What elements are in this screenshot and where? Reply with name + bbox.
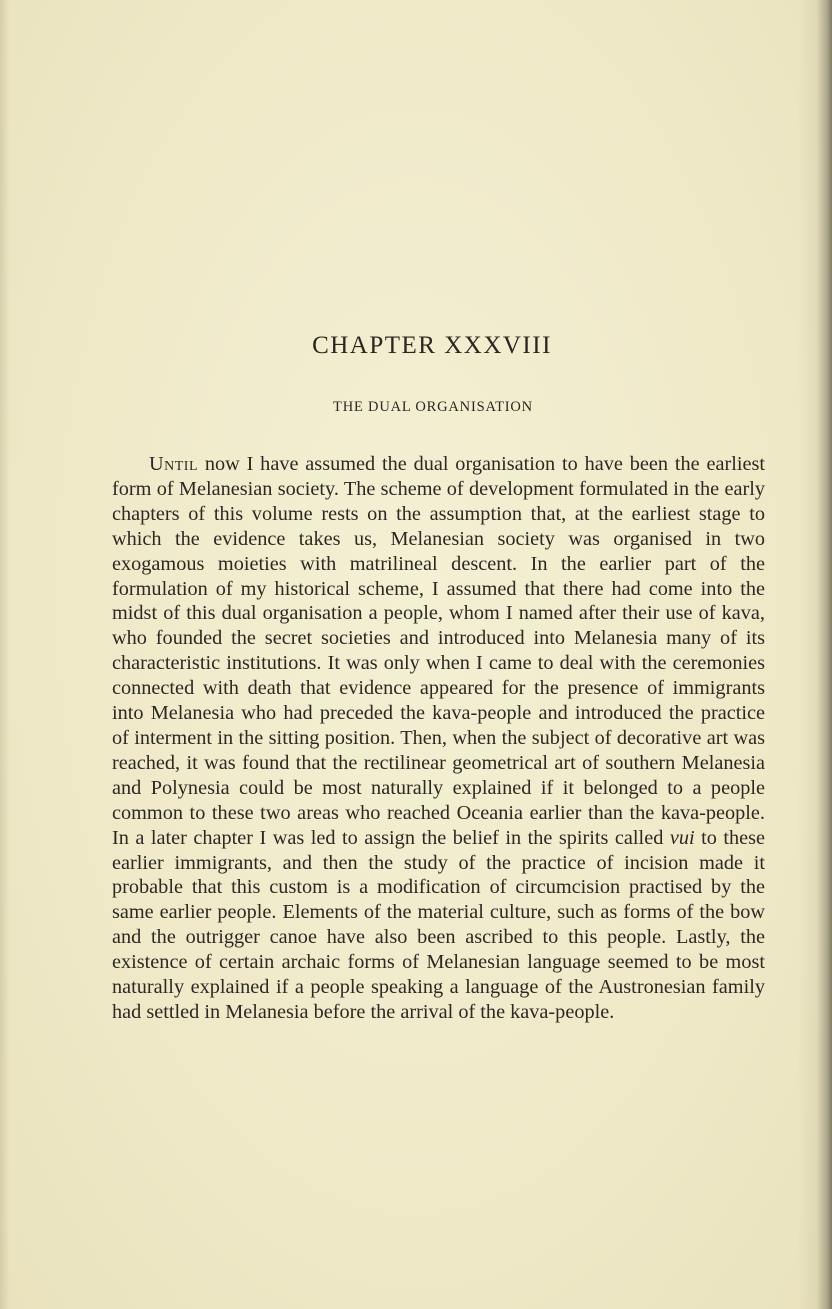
paragraph-text-part-1: now I have assumed the dual organisation to have been the earliest form of Melanesian society. The scheme of development formulated in the early chapters of this volume rests on the assumption that, at the earliest stage to which the evidence takes us, Melanesian society was organised in two exogamous moieties with matrilineal descent. In the earlier part of the formulation of my historical scheme, I assumed that there had come into the midst of this dual organisation a people, whom I named after their use of kava, who founded the secret societies and introduced into Melanesia many of its characteristic institutions. It was only when I came to deal with the ceremonies connected with death that evidence appeared for the presence of immigrants into Melanesia who had preceded the kava-people and introduced the practice of interment in the sitting position. Then, when the subject of decorative art was reached, it was found that the rectilinear geometrical art of southern Melanesia and Polynesia could be most naturally explained if it belonged to a people common to these two areas who reached Oceania earlier than the kava-people. In a later chapter I was led to assign the belief in the spirits called bbox=[112, 453, 765, 849]
body-text bbox=[112, 452, 765, 1025]
chapter-heading: CHAPTER XXXVIII bbox=[312, 332, 552, 359]
page-right-edge-shadow bbox=[798, 0, 832, 1309]
page-left-edge-shade bbox=[0, 0, 10, 1309]
opening-word: Until bbox=[149, 453, 199, 475]
body-paragraph bbox=[112, 452, 765, 1025]
paragraph-text-part-2: to these earlier immigrants, and then the study of the practice of incision made it probable that this custom is a modification of circumcision practised by the same earlier people. Elements of the material culture, such as forms of the bow and the outrigger canoe have also been ascribed to this people. Lastly, the existence of certain archaic forms of Melanesian language seemed to be most naturally explained if a people speaking a language of the Austronesian family had settled in Melanesia before the arrival of the kava-people. bbox=[112, 826, 765, 1023]
section-heading: THE DUAL ORGANISATION bbox=[333, 399, 533, 415]
italic-term: vui bbox=[669, 826, 695, 849]
